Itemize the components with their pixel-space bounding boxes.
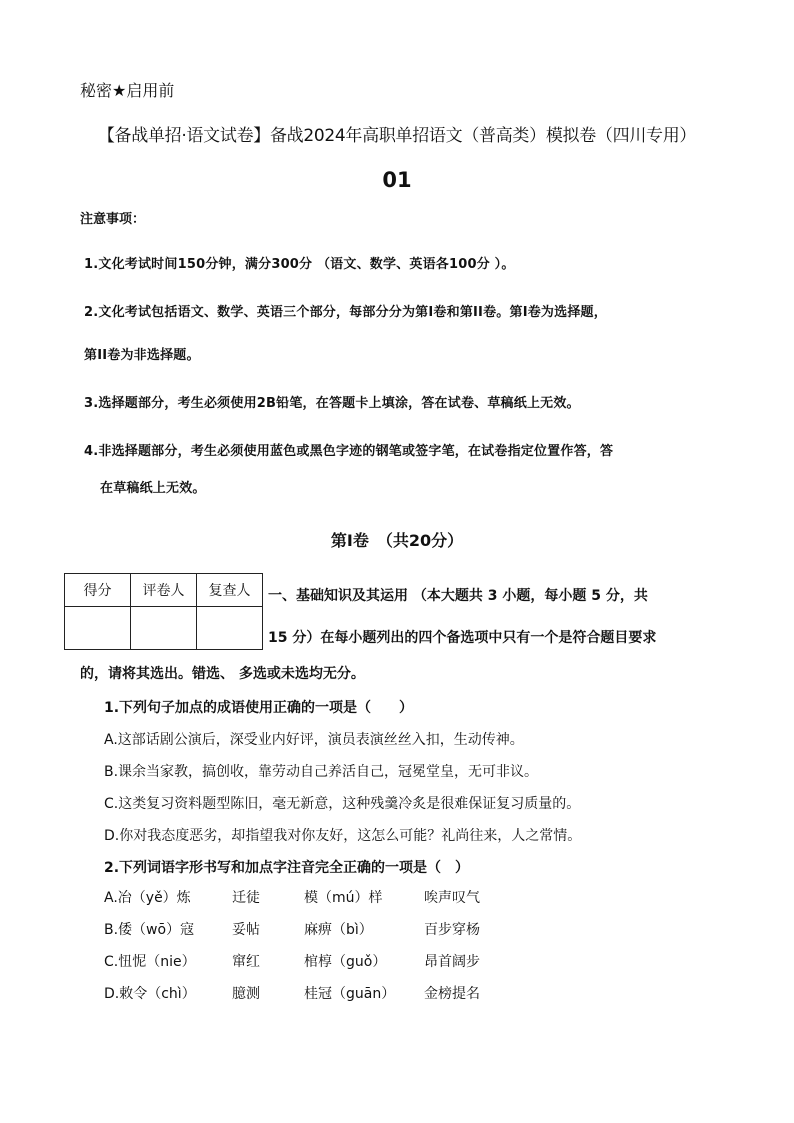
score-table <box>64 573 263 650</box>
option-word: 麻痹（bì） <box>304 922 373 938</box>
question-1-stem: 1.下列句子加点的成语使用正确的一项是（ ） <box>104 700 414 716</box>
exam-number: 01 <box>382 168 412 192</box>
section-heading-cont: 的，请将其选出。错选、 多选或未选均无分。 <box>80 666 365 682</box>
option-word: D.敕令（chì） <box>104 986 196 1002</box>
option-word: 模（mú）样 <box>304 890 383 906</box>
score-cell <box>65 607 131 650</box>
option-word: 昂首阔步 <box>424 954 480 970</box>
note-item-3: 3.选择题部分，考生必须使用2B铅笔，在答题卡上填涂，答在试卷、草稿纸上无效。 <box>84 396 580 411</box>
option-word: 百步穿杨 <box>424 922 480 938</box>
question-2-stem: 2.下列词语字形书写和加点字注音完全正确的一项是（ ） <box>104 860 470 876</box>
option-word: 臆测 <box>232 986 260 1002</box>
notes-heading: 注意事项： <box>80 212 146 227</box>
option-word: 唉声叹气 <box>424 890 480 906</box>
option-word: B.倭（wō）寇 <box>104 922 195 938</box>
question-1-option-b: B.课余当家教，搞创收，靠劳动自己养活自己，冠冕堂皇，无可非议。 <box>104 764 539 780</box>
note-item-1: 1.文化考试时间150分钟，满分300分 （语文、数学、英语各100分 ）。 <box>84 257 515 272</box>
question-1-option-a: A.这部话剧公演后，深受业内好评，演员表演丝丝入扣，生动传神。 <box>104 732 524 748</box>
score-header-score: 得分 <box>65 574 131 607</box>
option-word: C.忸怩（nie） <box>104 954 196 970</box>
note-item-4: 4.非选择题部分，考生必须使用蓝色或黑色字迹的钢笔或签字笔，在试卷指定位置作答，答 <box>84 444 614 459</box>
option-word: A.冶（yě）炼 <box>104 890 191 906</box>
option-word: 棺椁（guǒ） <box>304 954 387 970</box>
volume-title: 第Ⅰ卷 （共20分） <box>330 531 464 550</box>
note-item-2: 2.文化考试包括语文、数学、英语三个部分，每部分分为第I卷和第II卷。第I卷为选择题， <box>84 305 607 320</box>
note-item-4-cont: 在草稿纸上无效。 <box>100 481 206 496</box>
grader-cell <box>131 607 197 650</box>
question-1-option-d: D.你对我态度恶劣，却指望我对你友好，这怎么可能？礼尚往来，人之常情。 <box>104 828 582 844</box>
option-word: 迁徒 <box>232 890 260 906</box>
confidential-label: 秘密★启用前 <box>80 81 175 100</box>
score-header-reviewer: 复查人 <box>197 574 263 607</box>
exam-title: 【备战单招·语文试卷】备战2024年高职单招语文（普高类）模拟卷（四川专用） <box>97 126 697 146</box>
section-heading: 一、基础知识及其运用 （本大题共 3 小题，每小题 5 分，共 <box>268 588 648 604</box>
option-word: 金榜提名 <box>424 986 480 1002</box>
option-word: 妥帖 <box>232 922 260 938</box>
question-1-option-c: C.这类复习资料题型陈旧，毫无新意，这种残羹冷炙是很难保证复习质量的。 <box>104 796 581 812</box>
score-header-grader: 评卷人 <box>131 574 197 607</box>
reviewer-cell <box>197 607 263 650</box>
option-word: 窜红 <box>232 954 260 970</box>
section-heading-cont: 15 分）在每小题列出的四个备选项中只有一个是符合题目要求 <box>268 630 657 646</box>
option-word: 桂冠（guān） <box>304 986 396 1002</box>
note-item-2-cont: 第II卷为非选择题。 <box>84 348 200 363</box>
